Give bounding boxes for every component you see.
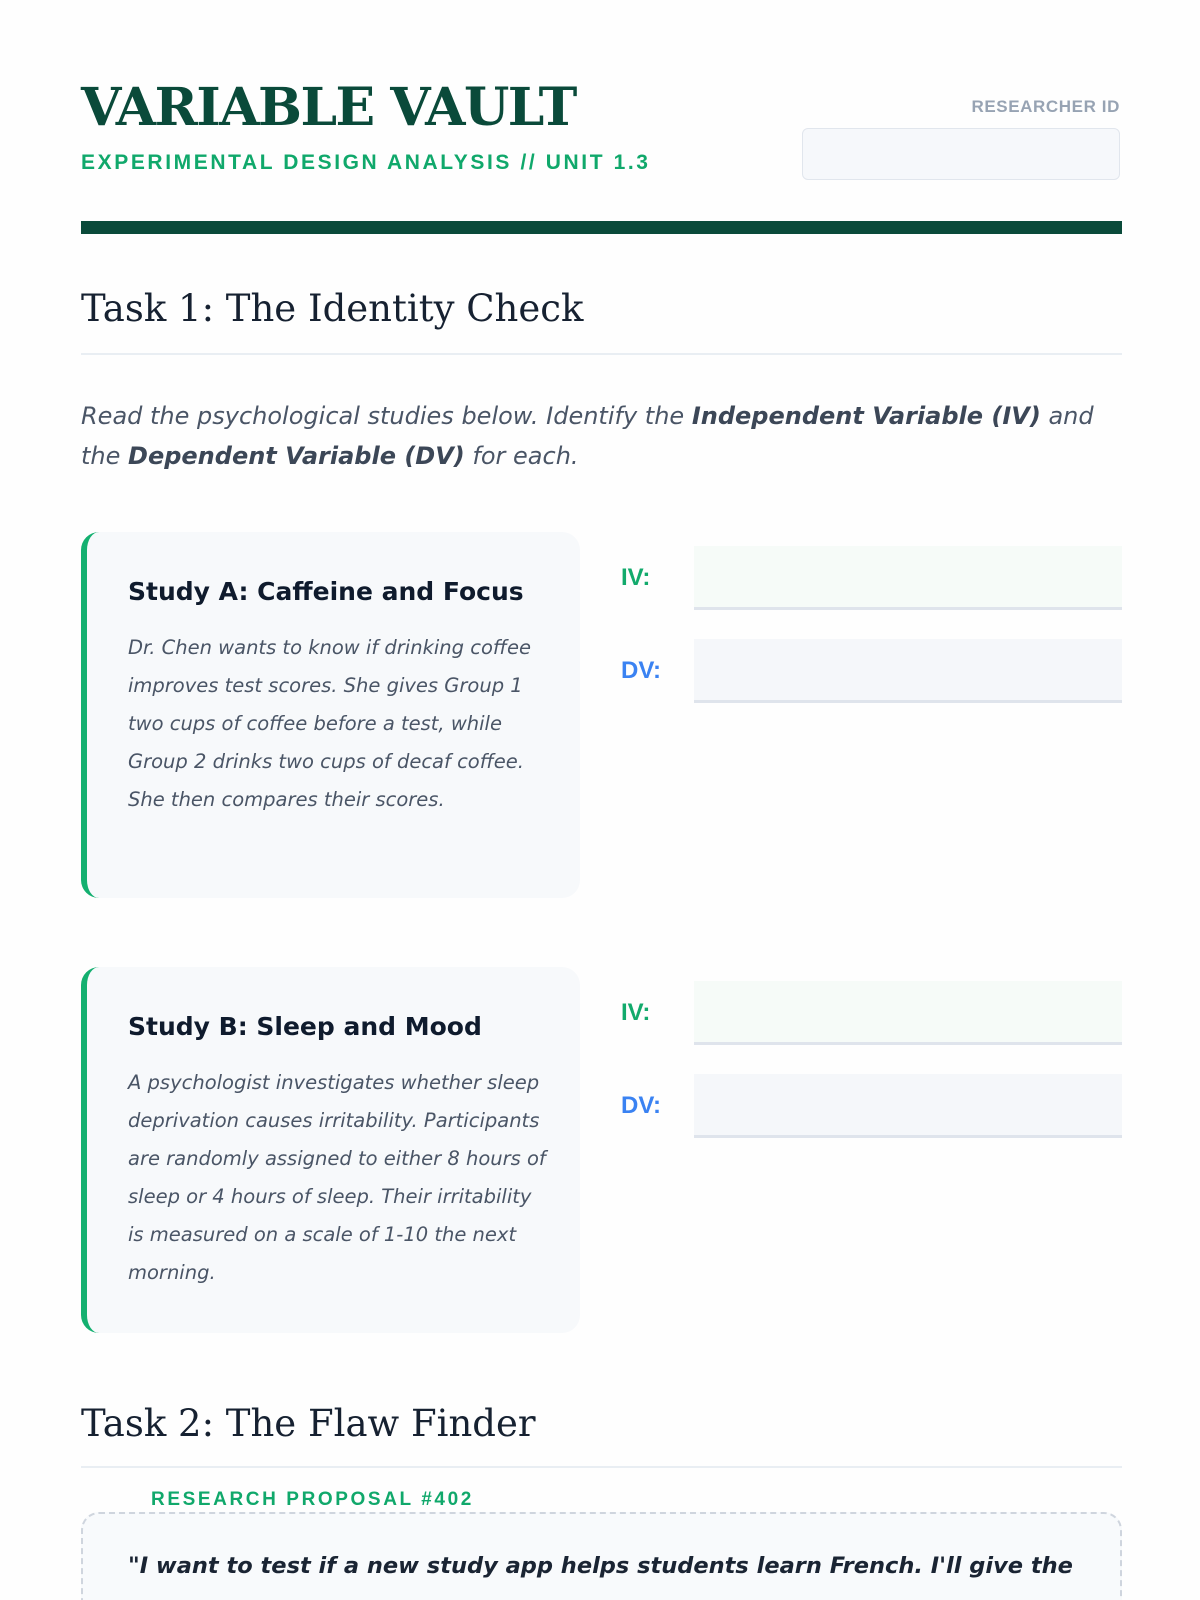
instructions-text: Read the psychological studies below. Identify the [81,402,692,430]
dv-label: DV: [621,657,662,684]
researcher-id-label: RESEARCHER ID [971,97,1120,116]
worksheet-subtitle: EXPERIMENTAL DESIGN ANALYSIS // UNIT 1.3 [81,151,651,174]
study-b-dv-input[interactable] [694,1074,1122,1138]
dv-label: DV: [621,1092,662,1119]
instructions-text: for each. [464,442,579,470]
iv-label: IV: [621,564,651,591]
task2-heading: Task 2: The Flaw Finder [81,1402,536,1445]
study-description: A psychologist investigates whether sleep deprivation causes irritability. Participants are randomly assigned to either 8 hours of sleep or 4 hours of sleep. Their irritability is measured on a scale of 1-10 the next morning. [128,1071,546,1284]
worksheet-title: VARIABLE VAULT [81,77,576,138]
study-title: Study A: Caffeine and Focus [128,577,524,606]
dv-term: Dependent Variable (DV) [128,442,465,470]
proposal-tag: RESEARCH PROPOSAL #402 [135,1488,490,1512]
proposal-quote: "I want to test if a new study app helps students learn French. I'll give the [128,1553,1073,1579]
study-a-dv-input[interactable] [694,639,1122,703]
header-divider [81,221,1122,234]
study-b-iv-input[interactable] [694,981,1122,1045]
study-description: Dr. Chen wants to know if drinking coffee improves test scores. She gives Group 1 two cups of coffee before a test, while Group 2 drinks two cups of decaf coffee. She then compares their scores. [128,636,531,811]
instructions-text: and the [81,402,1094,470]
iv-term: Independent Variable (IV) [691,402,1041,430]
task1-divider [81,353,1122,355]
task1-heading: Task 1: The Identity Check [81,287,584,330]
task1-instructions [81,396,1126,476]
study-title: Study B: Sleep and Mood [128,1012,482,1041]
iv-label: IV: [621,999,651,1026]
study-a-iv-input[interactable] [694,546,1122,610]
researcher-id-input[interactable] [802,128,1120,180]
task2-divider [81,1466,1122,1468]
